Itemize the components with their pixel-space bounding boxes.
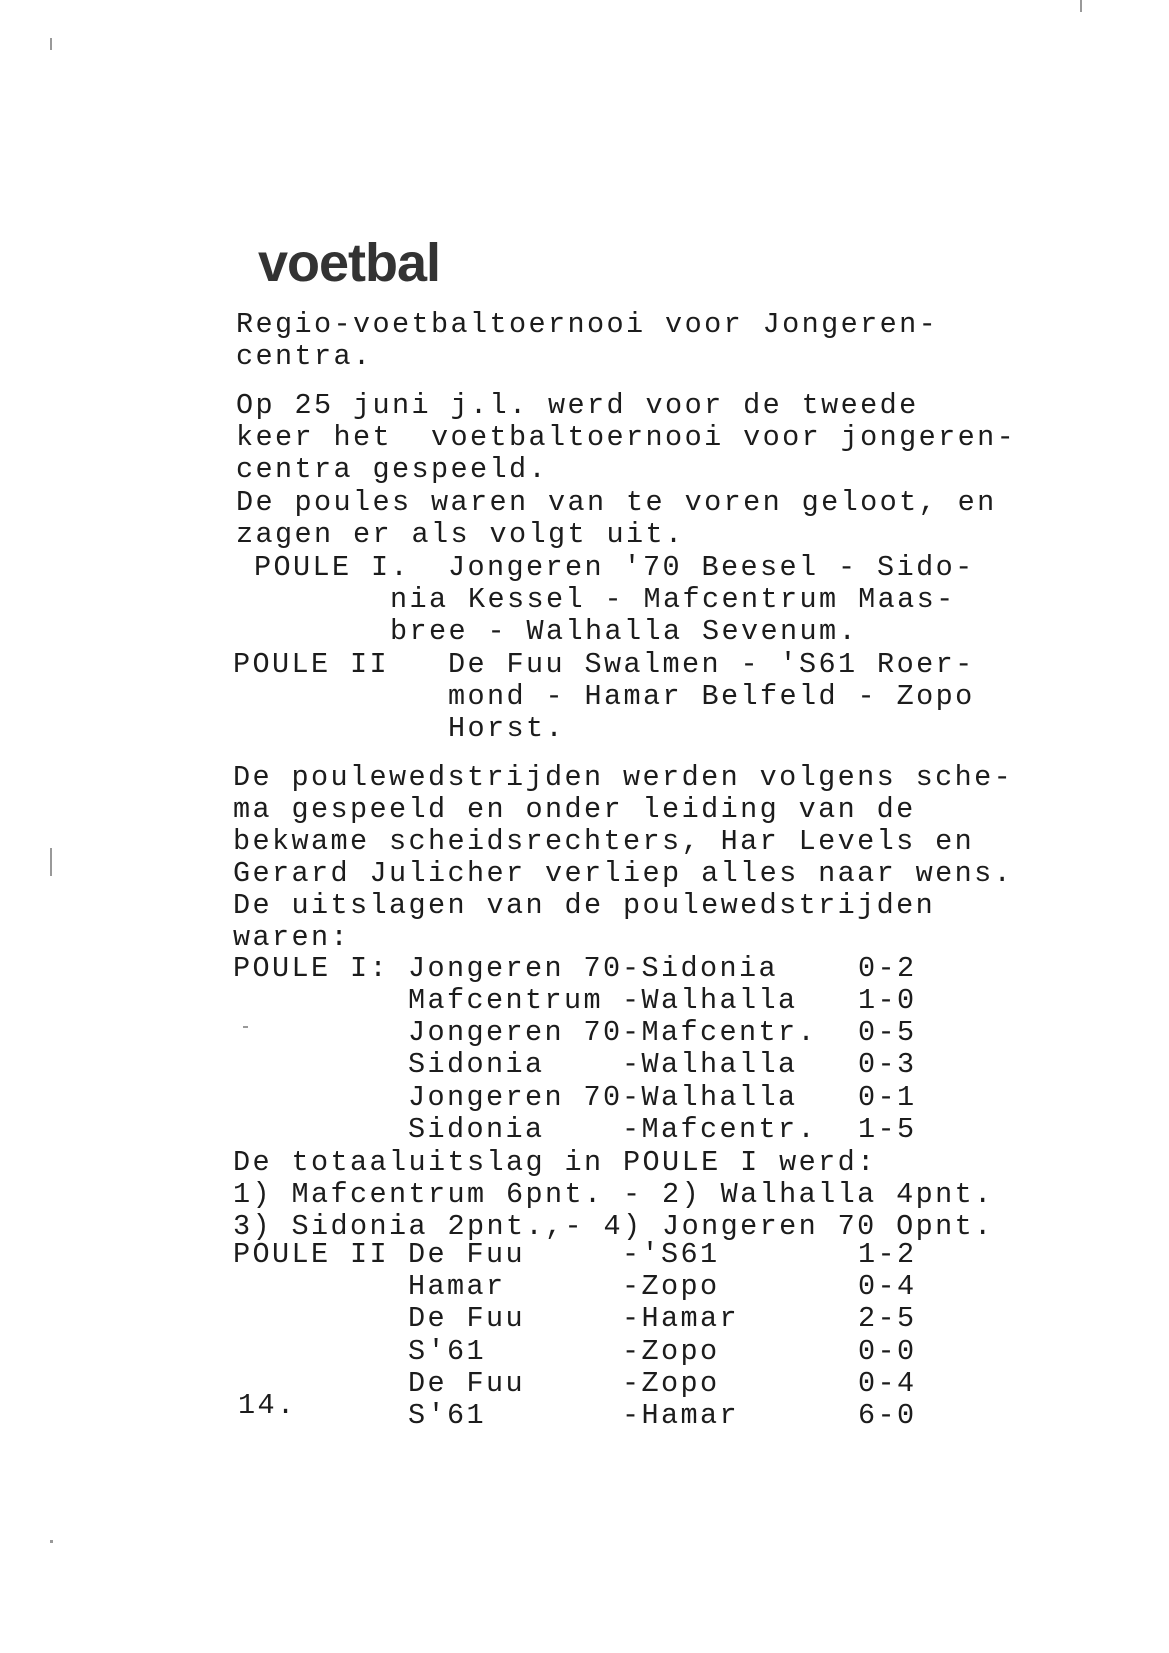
result-score: 2-5 [858,1302,917,1335]
scan-mark [1080,0,1082,12]
result-score: 0-4 [858,1270,917,1303]
body-line: De uitslagen van de poulewedstrijden [233,889,936,922]
result-score: 0-2 [858,952,917,985]
body-line: Gerard Julicher verliep alles naar wens. [233,857,1014,890]
result-score: 6-0 [858,1399,917,1432]
scan-mark [50,1540,53,1543]
scan-mark [50,38,52,50]
article-title-line-1: Regio-voetbaltoernooi voor Jongeren- [236,308,939,341]
body-line: ma gespeeld en onder leiding van de [233,793,916,826]
result-home-team: Sidonia [408,1113,623,1146]
result-away-team: -Mafcentr. [622,1113,818,1146]
result-away-team: -'S61 [622,1238,720,1271]
result-away-team: -Walhalla [622,1081,798,1114]
result-home-team: De Fuu [408,1238,526,1271]
poule-1-results-label: POULE I: [233,952,390,985]
result-away-team: -Mafcentr. [622,1016,818,1049]
section-heading: voetbal [258,233,441,293]
result-score: 0-5 [858,1016,917,1049]
intro-line: centra gespeeld. [236,453,549,486]
intro-line: zagen er als volgt uit. [236,518,685,551]
poule-2-teams-line: De Fuu Swalmen - 'S61 Roer- [448,648,975,681]
result-away-team: -Zopo [622,1270,720,1303]
result-home-team: S'61 [408,1399,487,1432]
result-away-team: -Sidonia [622,952,779,985]
poule-1-label: POULE I. [254,551,411,584]
poule-2-teams-line: mond - Hamar Belfeld - Zopo [448,680,975,713]
scan-mark [243,1026,248,1028]
poule-2-label: POULE II [233,648,390,681]
body-line: De poulewedstrijden werden volgens sche- [233,761,1014,794]
scan-mark [50,848,52,876]
result-away-team: -Walhalla [622,1048,798,1081]
result-score: 1-0 [858,984,917,1017]
poule-2-teams-line: Horst. [448,712,566,745]
body-line: waren: [233,921,351,954]
result-score: 0-0 [858,1335,917,1368]
result-away-team: -Hamar [622,1399,740,1432]
result-score: 0-1 [858,1081,917,1114]
page-number: 14. [238,1389,297,1422]
total-line: 3) Sidonia 2pnt.,- 4) Jongeren 70 Opnt. [233,1210,994,1243]
poule-1-teams-line: nia Kessel - Mafcentrum Maas- [390,583,956,616]
poule-2-results-label: POULE II [233,1238,390,1271]
result-home-team: De Fuu [408,1367,526,1400]
result-home-team: Sidonia [408,1048,623,1081]
total-line: 1) Mafcentrum 6pnt. - 2) Walhalla 4pnt. [233,1178,994,1211]
intro-line: Op 25 juni j.l. werd voor de tweede [236,389,919,422]
intro-line: keer het voetbaltoernooi voor jongeren- [236,421,1017,454]
result-home-team: Jongeren 70 [408,1081,623,1114]
result-score: 1-2 [858,1238,917,1271]
body-line: bekwame scheidsrechters, Har Levels en [233,825,975,858]
poule-1-teams-line: bree - Walhalla Sevenum. [390,615,859,648]
result-home-team: Jongeren 70 [408,1016,623,1049]
result-away-team: -Zopo [622,1367,720,1400]
result-score: 1-5 [858,1113,917,1146]
result-home-team: S'61 [408,1335,487,1368]
result-home-team: Jongeren 70 [408,952,623,985]
article-title-line-2: centra. [236,340,373,373]
intro-line: De poules waren van te voren geloot, en [236,486,997,519]
result-away-team: -Walhalla [622,984,798,1017]
result-home-team: Mafcentrum [408,984,623,1017]
result-away-team: -Hamar [622,1302,740,1335]
result-home-team: De Fuu [408,1302,526,1335]
result-away-team: -Zopo [622,1335,720,1368]
result-score: 0-4 [858,1367,917,1400]
total-line: De totaaluitslag in POULE I werd: [233,1146,877,1179]
result-score: 0-3 [858,1048,917,1081]
poule-1-teams-line: Jongeren '70 Beesel - Sido- [448,551,975,584]
result-home-team: Hamar [408,1270,506,1303]
